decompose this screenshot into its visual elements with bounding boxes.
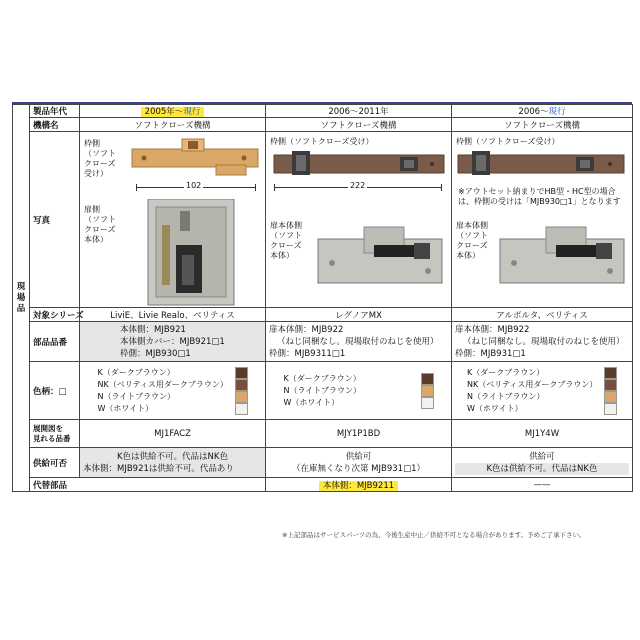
col3-year-prefix: 2006～ <box>518 107 549 117</box>
color-swatch <box>604 367 617 379</box>
color-label: 色柄：□ <box>30 362 80 420</box>
color-item: W（ホワイト） <box>98 403 248 415</box>
color-swatch <box>421 373 434 385</box>
col2-supply <box>266 448 452 478</box>
year-label: 製品年代 <box>30 105 80 118</box>
col3-series: アルボルタ、ベリティス <box>452 308 633 322</box>
col1-year-prefix: 2005年～ <box>144 107 184 117</box>
col3-year <box>452 105 633 118</box>
col3-mechanism: ソフトクローズ機構 <box>452 118 633 132</box>
door-mechanism-photo <box>142 199 242 307</box>
col2-part-2: 枠側：MJB9311□1 <box>269 348 346 359</box>
col2-supply-1: （在庫無くなり次第 MJB931□1） <box>291 463 426 474</box>
color-item: N（ライトブラウン） <box>467 391 617 403</box>
color-swatch <box>421 397 434 409</box>
photo-label: 写真 <box>30 132 80 308</box>
series-label: 対象シリーズ <box>30 308 80 322</box>
col2-alt-part: —— <box>452 478 633 492</box>
color-item: K（ダークブラウン） <box>98 367 248 379</box>
color-swatch <box>235 391 248 403</box>
col2-photo-cell <box>266 132 452 308</box>
color-swatch <box>235 367 248 379</box>
color-swatch <box>235 379 248 391</box>
row-mechanism <box>13 118 633 132</box>
color-swatch <box>604 403 617 415</box>
col1-diagram-code: MJ1FACZ <box>80 420 266 448</box>
parts-label: 部品品番 <box>30 322 80 362</box>
footnote: ※上記部品はサービスパーツの為、今後生産中止／供給不可となる場合があります。予めご了承下さい。 <box>282 531 586 539</box>
supply-label: 供給可否 <box>30 448 80 478</box>
mech-label: 機構名 <box>30 118 80 132</box>
col3-supply-0: 供給可 <box>529 451 555 462</box>
row-colors <box>13 362 633 420</box>
row-photo <box>13 132 633 308</box>
col3-supply-1: K色は供給不可。代品はNK色 <box>455 463 629 475</box>
col1-series: LiviE、Livie Realo、ベリティス <box>80 308 266 322</box>
color-item: K（ダークブラウン） <box>284 373 434 385</box>
color-swatch <box>604 391 617 403</box>
color-item: N（ライトブラウン） <box>284 385 434 397</box>
door-body-photo-2 <box>498 225 628 287</box>
col1-mechanism: ソフトクローズ機構 <box>80 118 266 132</box>
col1-dimension: 102 <box>186 180 202 190</box>
col1-year-suffix: 現行 <box>183 107 201 117</box>
col2-part-0: 扉本体側：MJB922 <box>269 324 344 335</box>
col1-year <box>80 105 266 118</box>
frame-strip-photo <box>272 149 447 179</box>
diagram-label: 展開図を 見れる品番 <box>30 420 80 448</box>
col3-supply <box>452 448 633 478</box>
col3-year-suffix: 現行 <box>548 107 566 117</box>
door-body-photo <box>316 225 446 287</box>
row-diagram <box>13 420 633 448</box>
frame-bracket-photo <box>130 137 260 177</box>
parts-spec-table <box>12 104 633 492</box>
col1-alt-part <box>266 478 452 492</box>
col3-part-1: （ねじ同梱なし。現場取付のねじを使用） <box>463 336 625 347</box>
col1-part-2: 枠側：MJB930□1 <box>120 348 191 359</box>
col1-alt-part-text: 本体側：MJB9211 <box>319 481 398 491</box>
col2-supply-0: 供給可 <box>345 451 372 462</box>
col2-part-1: （ねじ同梱なし。現場取付のねじを使用） <box>277 336 439 347</box>
row-year <box>13 105 633 118</box>
col2-series: レグノアMX <box>266 308 452 322</box>
col2-frame-label: 枠側（ソフトクローズ受け） <box>270 136 374 146</box>
col1-supply-1: 本体側：MJB921は供給不可。代品あり <box>83 463 234 474</box>
row-supply <box>13 448 633 478</box>
col1-photo-cell <box>80 132 266 308</box>
col1-frame-label: 枠側 （ソフト クローズ 受け） <box>84 138 116 178</box>
col2-mechanism: ソフトクローズ機構 <box>266 118 452 132</box>
col1-supply <box>80 448 266 478</box>
color-item: N（ライトブラウン） <box>98 391 248 403</box>
color-item: NK（ベリティス用ダークブラウン） <box>467 379 617 391</box>
color-swatch <box>235 403 248 415</box>
col3-colors <box>452 362 633 420</box>
col2-year: 2006～2011年 <box>266 105 452 118</box>
col1-part-1: 本体側カバー：MJB921□1 <box>120 336 225 347</box>
col1-parts <box>80 322 266 362</box>
col1-colors <box>80 362 266 420</box>
color-swatch <box>604 379 617 391</box>
color-swatch <box>421 385 434 397</box>
color-item: W（ホワイト） <box>467 403 617 415</box>
col1-door-label: 扉側 （ソフト クローズ 本体） <box>84 204 116 244</box>
color-item: K（ダークブラウン） <box>467 367 617 379</box>
col3-diagram-code: MJ1Y4W <box>452 420 633 448</box>
side-label: 現場品 <box>16 281 26 314</box>
col2-dimension: 222 <box>350 180 366 190</box>
color-item: W（ホワイト） <box>284 397 434 409</box>
row-series <box>13 308 633 322</box>
col3-frame-note: ※アウトセット納まりでHB型・HC型の場合 は、枠側の受けは「MJB930□1」となります <box>458 186 621 206</box>
color-item: NK（ベリティス用ダークブラウン） <box>98 379 248 391</box>
col2-diagram-code: MJY1P1BD <box>266 420 452 448</box>
col3-door-label: 扉本体側 （ソフト クローズ 本体） <box>456 220 488 260</box>
col3-photo-cell <box>452 132 633 308</box>
col3-part-0: 扉本体側：MJB922 <box>455 324 530 335</box>
side-label-cell <box>13 105 30 492</box>
col2-parts <box>266 322 452 362</box>
parts-spec-sheet <box>12 104 632 526</box>
col3-parts <box>452 322 633 362</box>
row-parts <box>13 322 633 362</box>
alt-label: 代替部品 <box>30 478 266 492</box>
col2-colors <box>266 362 452 420</box>
col2-door-label: 扉本体側 （ソフト クローズ 本体） <box>270 220 302 260</box>
col1-part-0: 本体側：MJB921 <box>120 324 186 335</box>
col3-part-2: 枠側：MJB931□1 <box>455 348 526 359</box>
frame-strip-photo-2 <box>456 149 628 179</box>
col1-supply-0: K色は供給不可。代品はNK色 <box>116 451 228 462</box>
row-alt-part <box>13 478 633 492</box>
col3-frame-label: 枠側（ソフトクローズ受け） <box>456 136 560 146</box>
